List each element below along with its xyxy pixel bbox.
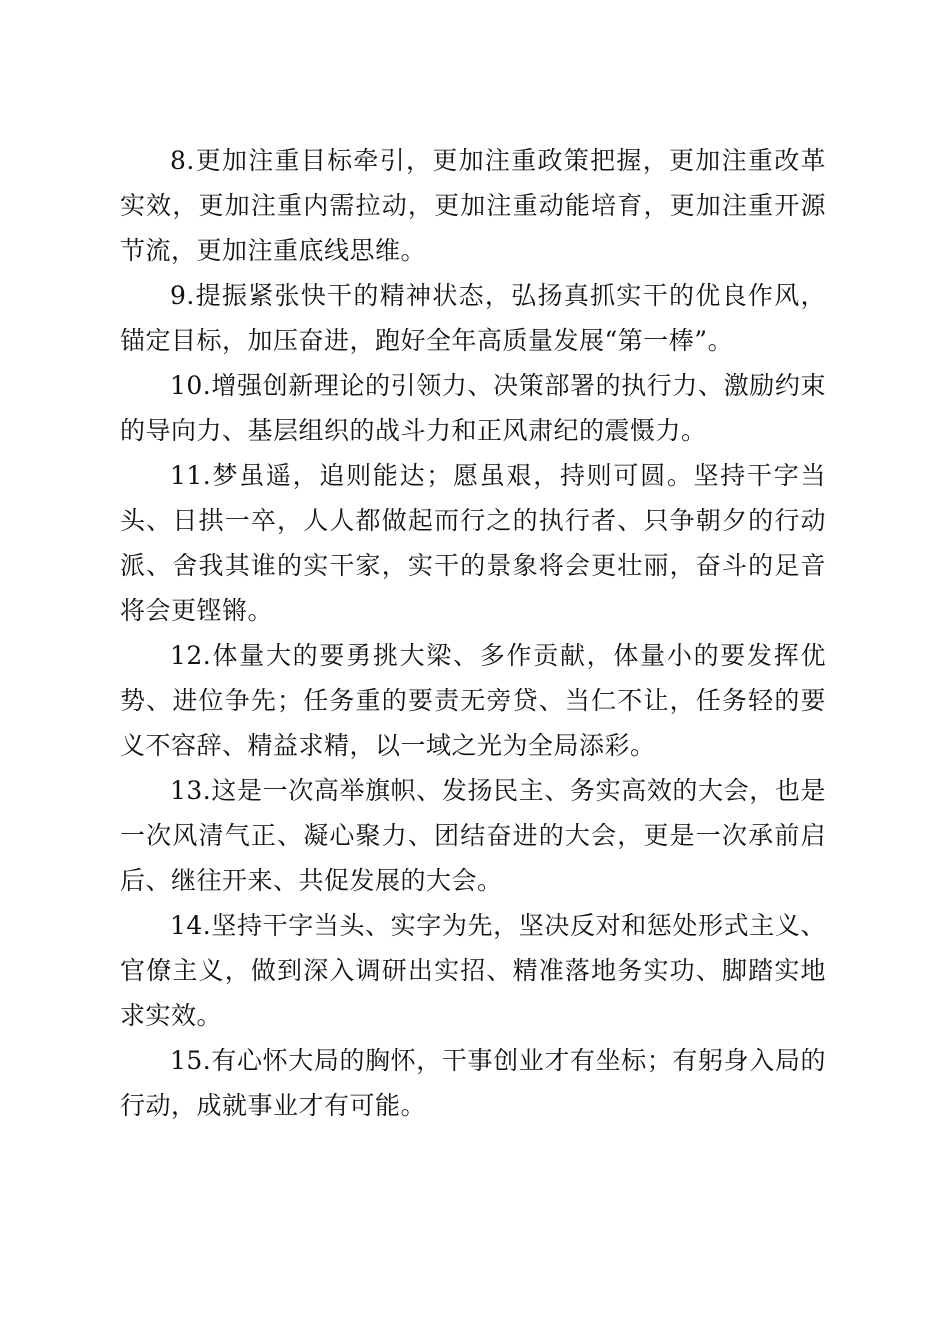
paragraph-10: 10.增强创新理论的引领力、决策部署的执行力、激励约束的导向力、基层组织的战斗力和正风肃纪的震慑力。	[120, 371, 826, 445]
paragraph-13: 13.这是一次高举旗帜、发扬民主、务实高效的大会，也是一次风清气正、凝心聚力、团结奋进的大会，更是一次承前启后、继往开来、共促发展的大会。	[120, 776, 826, 895]
paragraph-15: 15.有心怀大局的胸怀，干事创业才有坐标；有躬身入局的行动，成就事业才有可能。	[120, 1046, 826, 1120]
paragraph-8: 8.更加注重目标牵引，更加注重政策把握，更加注重改革实效，更加注重内需拉动，更加注重动能培育，更加注重开源节流，更加注重底线思维。	[120, 146, 826, 265]
paragraph-14: 14.坚持干字当头、实字为先，坚决反对和惩处形式主义、官僚主义，做到深入调研出实招、精准落地务实功、脚踏实地求实效。	[120, 911, 826, 1030]
paragraph-9: 9.提振紧张快干的精神状态，弘扬真抓实干的优良作风，锚定目标，加压奋进，跑好全年高质量发展“第一棒”。	[120, 281, 826, 355]
document-body	[120, 138, 826, 1128]
paragraph-11: 11.梦虽遥，追则能达；愿虽艰，持则可圆。坚持干字当头、日拱一卒，人人都做起而行之的执行者、只争朝夕的行动派、舍我其谁的实干家，实干的景象将会更壮丽，奋斗的足音将会更铿锵。	[120, 461, 826, 625]
paragraph-12: 12.体量大的要勇挑大梁、多作贡献，体量小的要发挥优势、进位争先；任务重的要责无旁贷、当仁不让，任务轻的要义不容辞、精益求精，以一域之光为全局添彩。	[120, 641, 826, 760]
